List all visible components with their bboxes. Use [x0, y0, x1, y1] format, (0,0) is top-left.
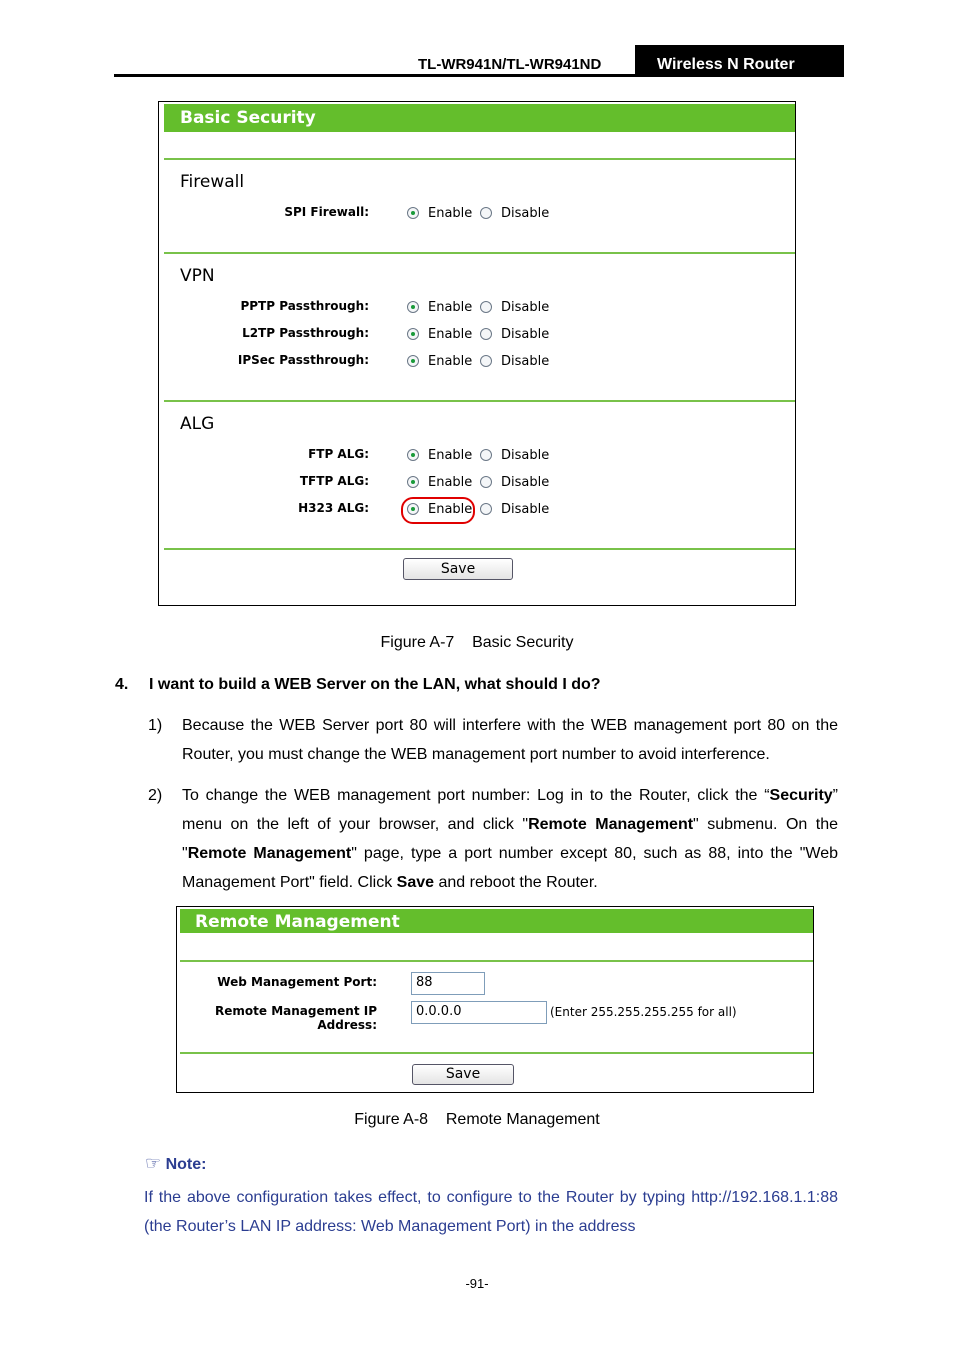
l2tp-label: L2TP Passthrough:: [242, 326, 369, 340]
question-text: I want to build a WEB Server on the LAN, what should I do?: [149, 676, 601, 693]
disable-label: Disable: [501, 448, 550, 463]
question-number: 4.: [115, 676, 129, 693]
divider: [164, 400, 795, 402]
firewall-heading: Firewall: [180, 172, 245, 192]
remote-ip-input[interactable]: 0.0.0.0: [411, 1001, 547, 1024]
disable-label: Disable: [501, 206, 550, 221]
save-ref: Save: [396, 874, 435, 891]
step-2-text-part: " submenu. On the ": [182, 816, 838, 862]
disable-label: Disable: [501, 300, 550, 315]
spi-firewall-radio-group: [407, 206, 567, 222]
pptp-label: PPTP Passthrough:: [240, 299, 369, 313]
spi-enable-radio[interactable]: [407, 207, 419, 219]
web-management-port-label: Web Management Port:: [217, 975, 377, 989]
divider: [164, 548, 795, 550]
header-model: TL-WR941N/TL-WR941ND: [418, 56, 602, 73]
ftp-alg-radio-group: [407, 448, 567, 464]
header-product-badge: Wireless N Router: [635, 45, 844, 77]
pptp-radio-group: [407, 300, 567, 316]
enable-label: Enable: [428, 300, 473, 315]
figure-a7-caption: Figure A-7 Basic Security: [380, 634, 574, 651]
l2tp-radio-group: [407, 327, 567, 343]
vpn-heading: VPN: [180, 266, 215, 286]
ftp-enable-radio[interactable]: [407, 449, 419, 461]
security-menu-ref: Security: [769, 787, 833, 804]
ipsec-radio-group: [407, 354, 567, 370]
enable-label: Enable: [428, 354, 473, 369]
pptp-enable-radio[interactable]: [407, 301, 419, 313]
remote-ip-label: Remote Management IP Address:: [215, 1004, 377, 1032]
spi-disable-radio[interactable]: [480, 207, 492, 219]
step-1-text: Because the WEB Server port 80 will interfere with the WEB management port 80 on the Router, you must change the WEB management port number to avoid interference.: [182, 717, 838, 763]
l2tp-disable-radio[interactable]: [480, 328, 492, 340]
save-button[interactable]: Save: [412, 1064, 514, 1085]
spi-firewall-label: SPI Firewall:: [284, 205, 369, 219]
ftp-disable-radio[interactable]: [480, 449, 492, 461]
ipsec-disable-radio[interactable]: [480, 355, 492, 367]
alg-heading: ALG: [180, 414, 215, 434]
note-label: Note:: [165, 1156, 207, 1173]
web-management-port-input[interactable]: 88: [411, 972, 485, 995]
disable-label: Disable: [501, 475, 550, 490]
step-1-number: 1): [148, 717, 163, 734]
disable-label: Disable: [501, 354, 550, 369]
disable-label: Disable: [501, 502, 550, 517]
disable-label: Disable: [501, 327, 550, 342]
divider: [180, 1052, 813, 1054]
enable-label: Enable: [428, 448, 473, 463]
enable-label: Enable: [428, 475, 473, 490]
figure-a8-caption: Figure A-8 Remote Management: [354, 1111, 600, 1128]
save-button[interactable]: Save: [403, 558, 513, 580]
remote-management-ref: Remote Management: [528, 816, 694, 833]
tftp-enable-radio[interactable]: [407, 476, 419, 488]
ftp-alg-label: FTP ALG:: [308, 447, 369, 461]
tftp-alg-label: TFTP ALG:: [299, 474, 369, 488]
pptp-disable-radio[interactable]: [480, 301, 492, 313]
tftp-alg-radio-group: [407, 475, 567, 491]
step-2-text-part: and reboot the Router.: [434, 874, 598, 891]
note-text: If the above configuration takes effect, to configure to the Router by typing http://192.168.1.1:88 (the Router’s LAN IP address: Web Management Port) in the address: [144, 1189, 838, 1235]
divider: [180, 960, 813, 962]
ipsec-enable-radio[interactable]: [407, 355, 419, 367]
step-1: [148, 711, 838, 769]
remote-management-title: Remote Management: [180, 909, 813, 933]
l2tp-enable-radio[interactable]: [407, 328, 419, 340]
pointing-hand-icon: ☞: [145, 1153, 162, 1174]
step-2-text-part: ” menu on the left of your browser, and click ": [182, 787, 838, 833]
basic-security-title: Basic Security: [164, 104, 795, 132]
ipsec-label: IPSec Passthrough:: [237, 353, 369, 367]
remote-management-panel: [176, 906, 814, 1093]
tftp-disable-radio[interactable]: [480, 476, 492, 488]
h323-enable-highlight: [401, 497, 475, 524]
page-number: -91-: [465, 1276, 489, 1291]
enable-label: Enable: [428, 502, 473, 517]
divider: [164, 252, 795, 254]
enable-label: Enable: [428, 327, 473, 342]
step-2-text-part: " page, type a port number except 80, such as 88, into the "Web Management Port" field. Click: [182, 845, 838, 891]
h323-alg-label: H323 ALG:: [298, 501, 369, 515]
basic-security-panel: [158, 101, 796, 606]
step-2-text-part: To change the WEB management port number: Log in to the Router, click the “: [182, 787, 770, 804]
enable-label: Enable: [428, 206, 473, 221]
remote-ip-hint: (Enter 255.255.255.255 for all): [550, 1005, 737, 1019]
header-rule: [114, 74, 844, 77]
h323-disable-radio[interactable]: [480, 503, 492, 515]
step-2-text: [182, 781, 838, 897]
note-heading: [145, 1153, 206, 1174]
step-2: [148, 781, 838, 897]
step-2-number: 2): [148, 787, 163, 804]
remote-management-ref: Remote Management: [187, 845, 352, 862]
faq-question: [115, 676, 601, 694]
divider: [164, 158, 795, 160]
